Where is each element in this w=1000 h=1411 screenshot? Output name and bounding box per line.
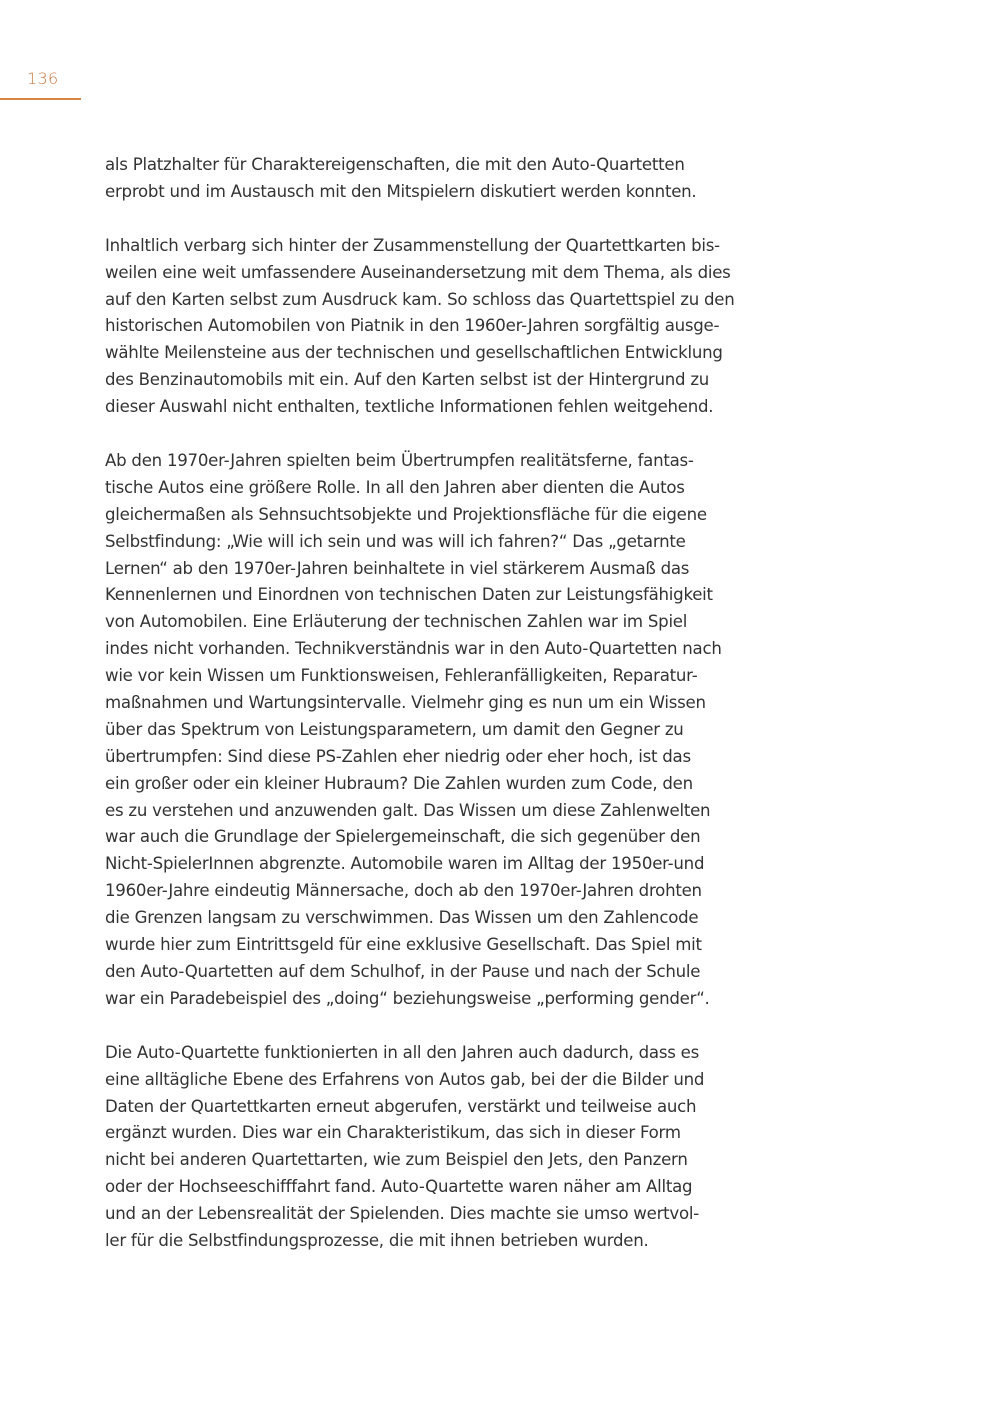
text-line: von Automobilen. Eine Erläuterung der technischen Zahlen war im Spiel <box>105 612 688 632</box>
text-line: übertrumpfen: Sind diese PS-Zahlen eher niedrig oder eher hoch, ist das <box>105 746 691 766</box>
text-line: Lernen“ ab den 1970er-Jahren beinhaltete in viel stärkerem Ausmaß das <box>105 558 690 578</box>
text-line: Selbstfindung: „Wie will ich sein und was will ich fahren?“ Das „getarnte <box>105 531 686 551</box>
text-line: erprobt und im Austausch mit den Mitspielern diskutiert werden konnten. <box>105 181 697 201</box>
text-line: ein großer oder ein kleiner Hubraum? Die Zahlen wurden zum Code, den <box>105 773 693 793</box>
text-line: wurde hier zum Eintrittsgeld für eine exklusive Gesellschaft. Das Spiel mit <box>105 935 702 955</box>
text-line: indes nicht vorhanden. Technikverständnis war in den Auto-Quartetten nach <box>105 639 722 659</box>
text-line: Inhaltlich verbarg sich hinter der Zusammenstellung der Quartettkarten bis- <box>105 235 720 255</box>
text-line: nicht bei anderen Quartettarten, wie zum Beispiel den Jets, den Panzern <box>105 1150 688 1170</box>
paragraph <box>105 233 775 421</box>
text-line: tische Autos eine größere Rolle. In all den Jahren aber dienten die Autos <box>105 477 685 497</box>
text-line: über das Spektrum von Leistungsparametern, um damit den Gegner zu <box>105 719 684 739</box>
text-line: 1960er-Jahre eindeutig Männersache, doch ab den 1970er-Jahren drohten <box>105 881 702 901</box>
text-line: den Auto-Quartetten auf dem Schulhof, in der Pause und nach der Schule <box>105 961 701 981</box>
text-line: Daten der Quartettkarten erneut abgerufen, verstärkt und teilweise auch <box>105 1096 697 1116</box>
page-number-rule <box>0 98 81 100</box>
page-number: 136 <box>27 69 59 88</box>
paragraph <box>105 448 775 1013</box>
text-line: historischen Automobilen von Piatnik in den 1960er-Jahren sorgfältig ausge- <box>105 316 720 336</box>
text-line: war ein Paradebeispiel des „doing“ beziehungsweise „performing gender“. <box>105 988 710 1008</box>
text-line: Nicht-SpielerInnen abgrenzte. Automobile waren im Alltag der 1950er-und <box>105 854 705 874</box>
text-line: eine alltägliche Ebene des Erfahrens von Autos gab, bei der die Bilder und <box>105 1069 705 1089</box>
text-line: ler für die Selbstfindungsprozesse, die mit ihnen betrieben wurden. <box>105 1230 649 1250</box>
text-line: Ab den 1970er-Jahren spielten beim Übertrumpfen realitätsferne, fantas- <box>105 451 694 471</box>
text-line: als Platzhalter für Charaktereigenschaften, die mit den Auto-Quartetten <box>105 155 685 174</box>
text-line: Kennenlernen und Einordnen von technischen Daten zur Leistungsfähigkeit <box>105 585 713 605</box>
text-line: gleichermaßen als Sehnsuchtsobjekte und Projektionsfläche für die eigene <box>105 504 707 524</box>
text-line: die Grenzen langsam zu verschwimmen. Das Wissen um den Zahlencode <box>105 908 699 928</box>
paragraph <box>105 1040 775 1255</box>
text-line: dieser Auswahl nicht enthalten, textliche Informationen fehlen weitgehend. <box>105 397 714 417</box>
text-line: auf den Karten selbst zum Ausdruck kam. So schloss das Quartettspiel zu den <box>105 289 735 309</box>
text-line: maßnahmen und Wartungsintervalle. Vielmehr ging es nun um ein Wissen <box>105 693 706 713</box>
text-line: des Benzinautomobils mit ein. Auf den Karten selbst ist der Hintergrund zu <box>105 370 710 390</box>
text-line: Die Auto-Quartette funktionierten in all den Jahren auch dadurch, dass es <box>105 1042 700 1062</box>
paragraph <box>105 152 775 206</box>
text-line: wählte Meilensteine aus der technischen und gesellschaftlichen Entwicklung <box>105 343 723 363</box>
text-line: oder der Hochseeschifffahrt fand. Auto-Quartette waren näher am Alltag <box>105 1177 693 1197</box>
text-line: weilen eine weit umfassendere Auseinandersetzung mit dem Thema, als dies <box>105 262 731 282</box>
text-line: und an der Lebensrealität der Spielenden. Dies machte sie umso wertvol- <box>105 1204 699 1224</box>
text-line: wie vor kein Wissen um Funktionsweisen, Fehleranfälligkeiten, Reparatur- <box>105 666 698 686</box>
text-line: ergänzt wurden. Dies war ein Charakteristikum, das sich in dieser Form <box>105 1123 681 1143</box>
body-text <box>105 152 775 1282</box>
text-line: es zu verstehen und anzuwenden galt. Das Wissen um diese Zahlenwelten <box>105 800 711 820</box>
text-line: war auch die Grundlage der Spielergemeinschaft, die sich gegenüber den <box>105 827 701 847</box>
